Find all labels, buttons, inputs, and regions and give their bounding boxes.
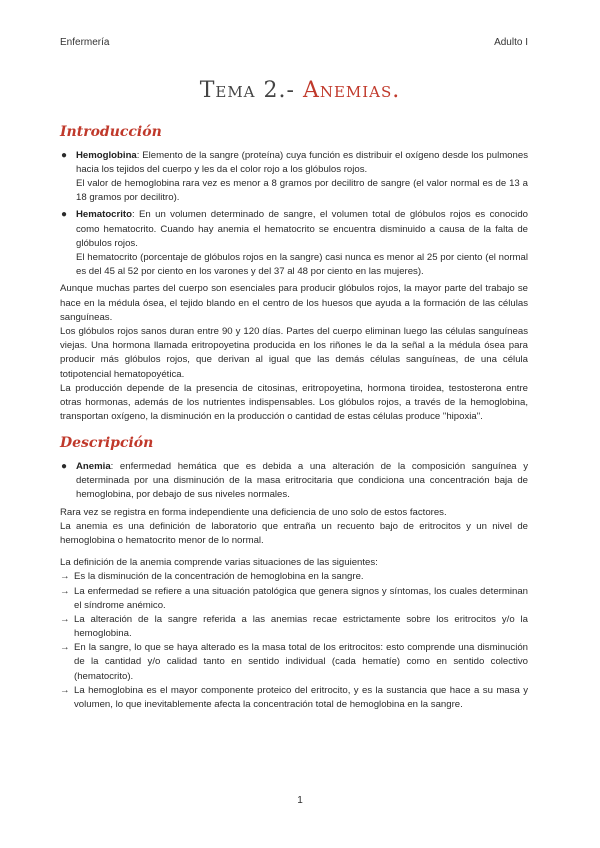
definition-extra: El valor de hemoglobina rara vez es menor a 8 gramos por decilitro de sangre (el valor normal es de 13 a 18 gramos por decilitro). [76, 178, 528, 204]
paragraph: Los glóbulos rojos sanos duran entre 90 y 120 días. Partes del cuerpo eliminan luego las células sanguíneas viejas. Una hormona llamada eritropoyetina producida en los riñones le da la señal a la médula ósea para producir más glóbulos rojos, que derivan al igual que las demás células sanguíneas, de una célula totipotencial hematopoyética. [60, 325, 528, 380]
section-heading-descripcion: Descripción [60, 435, 154, 452]
page-header [60, 37, 528, 48]
header-left: Enfermería [60, 37, 110, 48]
arrow-item: → La alteración de la sangre referida a las anemias recae estrictamente sobre los eritrocitos y/o la hemoglobina. [60, 613, 528, 640]
arrow-icon: → [60, 642, 70, 654]
bullet-list [60, 460, 528, 503]
page-number: 1 [297, 795, 303, 806]
paragraph: Rara vez se registra en forma independiente una deficiencia de uno solo de estos factores. [60, 506, 447, 518]
arrow-list [60, 570, 528, 712]
definition-extra: El hematocrito (porcentaje de glóbulos rojos en la sangre) casi nunca es menor al 25 por ciento (el normal es del 45 al 52 por ciento en los varones y del 37 al 48 por ciento en las mujeres). [76, 252, 528, 278]
definition-text: : En un volumen determinado de sangre, el volumen total de glóbulos rojos es conocido como hematocrito. Cuando hay anemia el hematocrito se encuentra disminuido a causa de la falta de glóbulos rojos. [76, 209, 528, 249]
paragraph: La anemia es una definición de laboratorio que entraña un recuento bajo de eritrocitos y un nivel de hemoglobina o hematocrito menor de lo normal. [60, 520, 528, 546]
page-title [0, 78, 600, 103]
arrow-icon: → [60, 571, 70, 583]
header-right: Adulto I [494, 37, 528, 48]
arrow-icon: → [60, 585, 70, 597]
paragraph: Aunque muchas partes del cuerpo son esenciales para producir glóbulos rojos, la mayor parte del trabajo se hace en la médula ósea, el tejido blando en el centro de los huesos que ayuda a la formación de las células sanguíneas. [60, 283, 528, 323]
list-item [60, 149, 528, 206]
arrow-item: → La hemoglobina es el mayor componente proteico del eritrocito, y es la sustancia que hace a su masa y volumen, lo que inevitablemente afecta la concentración total de hemoglobina en la sangre. [60, 684, 528, 710]
title-part2: Anemias. [302, 78, 401, 103]
title-part1: Tema 2.- [199, 78, 295, 103]
term-hematocrito: Hematocrito [76, 209, 132, 221]
paragraph: La producción depende de la presencia de citosinas, eritropoyetina, hormona tiroidea, testosterona entre otras hormonas, además de los nutrientes indispensables. Los glóbulos rojos, a través de la hemoglobina, transportan oxígeno, la disminución en la producción o cantidad de estas células produce "hipoxia". [60, 382, 528, 423]
section-heading-introduccion: Introducción [60, 124, 162, 140]
document-body [60, 122, 528, 712]
arrow-icon: → [60, 613, 70, 625]
arrow-item: → La enfermedad se refiere a una situación patológica que genera signos y síntomas, los cuales determinan el síndrome anémico. [60, 585, 528, 611]
definition-text: : enfermedad hemática que es debida a una alteración de la composición sanguínea y determinada por una disminución de la masa eritrocitaria que condiciona una concentración baja de hemoglobina, por debajo de sus niveles normales. [76, 461, 528, 501]
arrow-item: → En la sangre, lo que se haya alterado es la masa total de los eritrocitos: esto comprende una disminución de la cantidad y/o calidad tanto en sentido individual (cada hematíe) como en sentido colectivo (hematocrito). [60, 642, 528, 682]
bullet-icon: ● [61, 461, 68, 472]
bullet-icon: ● [61, 209, 68, 221]
paragraph-intro: La definición de la anemia comprende varias situaciones de las siguientes: [60, 557, 378, 569]
arrow-item: → Es la disminución de la concentración de hemoglobina en la sangre. [60, 570, 528, 584]
bullet-icon: ● [61, 149, 68, 161]
bullet-list [60, 149, 528, 280]
arrow-icon: → [60, 684, 70, 696]
list-item [60, 460, 528, 503]
term-anemia: Anemia [76, 461, 111, 472]
term-hemoglobina: Hemoglobina [76, 149, 137, 161]
list-item [60, 208, 528, 279]
definition-text: : Elemento de la sangre (proteína) cuya función es distribuir el oxígeno desde los pulmones hacia los tejidos del cuerpo y les da el color rojo a los glóbulos rojos. [76, 149, 528, 175]
